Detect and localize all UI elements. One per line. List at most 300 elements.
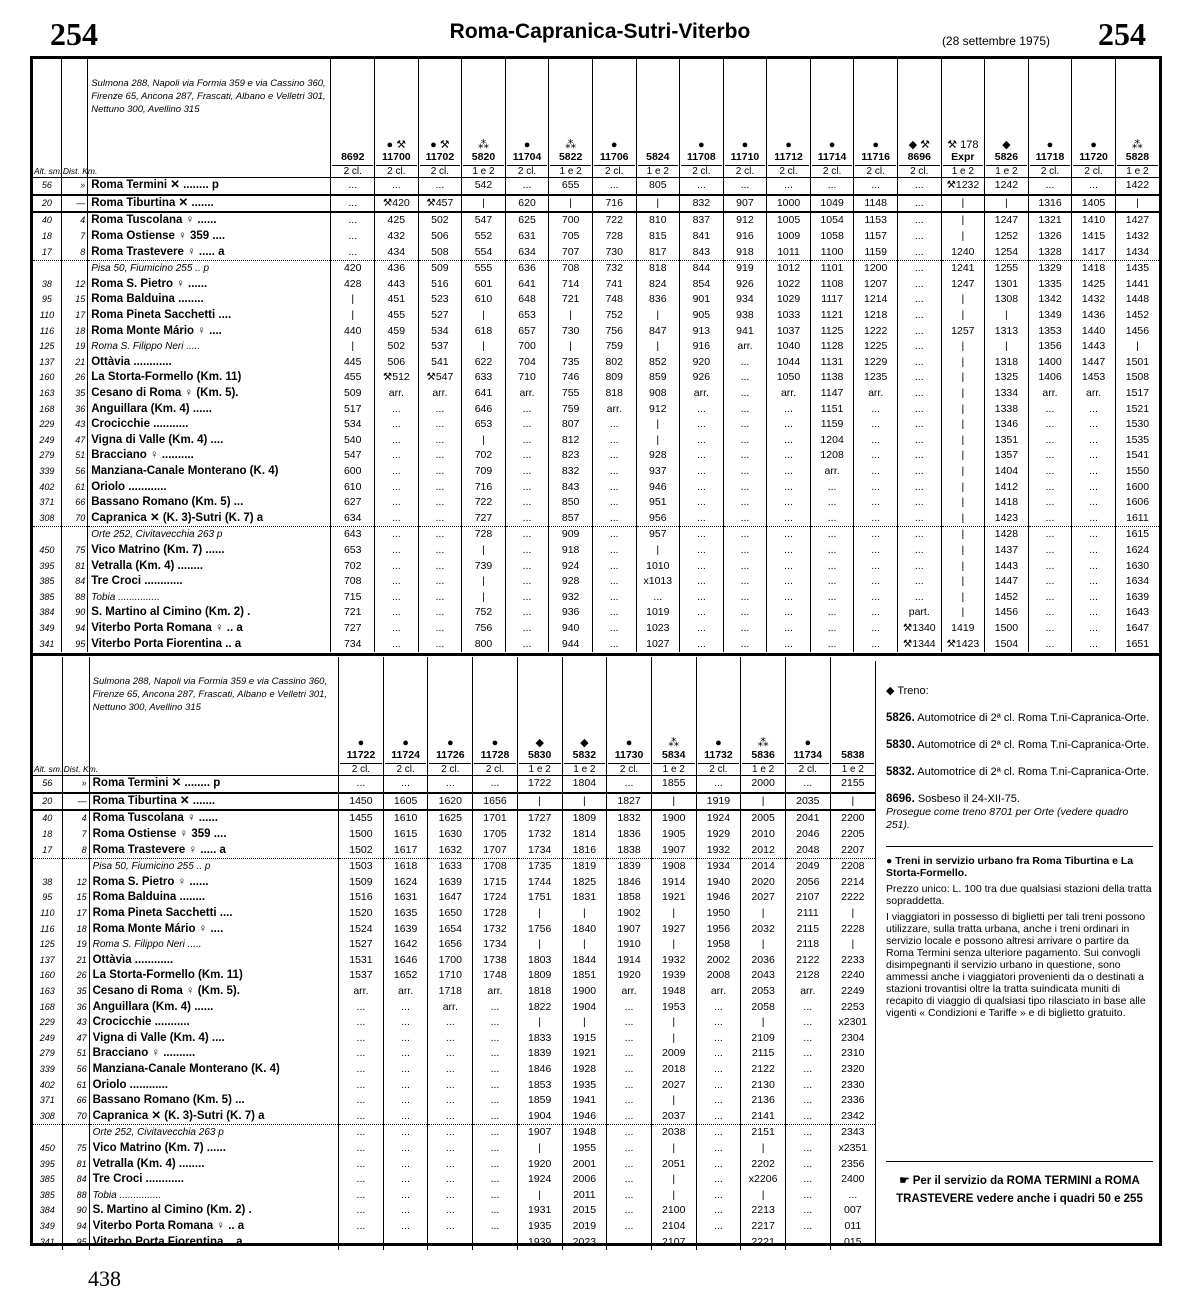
time-cell: 844 xyxy=(680,260,724,276)
time-cell: ... xyxy=(592,479,636,495)
time-cell: 2128 xyxy=(785,968,830,984)
time-cell: 916 xyxy=(680,339,724,355)
time-cell: 2213 xyxy=(741,1203,786,1219)
time-cell: ... xyxy=(505,621,549,637)
time-cell: ... xyxy=(897,355,941,371)
station-row xyxy=(33,308,1159,324)
time-cell: | xyxy=(941,495,985,511)
time-cell: 655 xyxy=(549,178,593,195)
time-cell: 1935 xyxy=(562,1077,607,1093)
time-cell: 502 xyxy=(418,212,462,229)
time-cell: 1610 xyxy=(383,810,428,827)
time-cell: ... xyxy=(1072,527,1116,543)
time-cell: 1833 xyxy=(517,1031,562,1047)
time-cell: 451 xyxy=(375,292,419,308)
time-cell: ... xyxy=(473,1108,518,1124)
time-cell: 1715 xyxy=(473,875,518,891)
train-class: 2 cl. xyxy=(787,763,829,775)
time-cell: 734 xyxy=(331,636,375,652)
station-row xyxy=(33,1172,875,1188)
time-cell: ... xyxy=(1072,178,1116,195)
time-cell: ... xyxy=(696,1108,741,1124)
time-cell: 1502 xyxy=(339,842,384,858)
station-name: Roma Ostiense ♀ 359 .... xyxy=(89,827,338,843)
station-name: Tre Croci ............ xyxy=(89,1172,338,1188)
train-header xyxy=(517,657,562,776)
note-train-number: 5830. xyxy=(886,739,915,751)
station-altitude: 137 xyxy=(39,954,55,965)
station-name: Tre Croci ............ xyxy=(88,574,331,590)
station-row xyxy=(33,212,1159,229)
time-cell: | xyxy=(941,355,985,371)
header-row xyxy=(33,657,875,776)
time-cell: ... xyxy=(696,1187,741,1203)
time-cell: ... xyxy=(723,370,767,386)
time-cell: ... xyxy=(897,448,941,464)
time-cell: ... xyxy=(383,1234,428,1250)
time-cell: 1423 xyxy=(985,510,1029,526)
station-km: 19 xyxy=(62,937,89,953)
time-cell: 1022 xyxy=(767,277,811,293)
time-cell: 1939 xyxy=(651,968,696,984)
time-cell: 007 xyxy=(830,1203,875,1219)
time-cell: ... xyxy=(331,212,375,229)
time-cell: 1436 xyxy=(1072,308,1116,324)
time-cell: | xyxy=(830,793,875,811)
time-cell: 1734 xyxy=(517,842,562,858)
time-cell: 1128 xyxy=(810,339,854,355)
station-km xyxy=(62,1125,89,1141)
station-row xyxy=(33,1077,875,1093)
time-cell: 445 xyxy=(331,355,375,371)
train-number: 11734 xyxy=(793,749,823,761)
time-cell: 2155 xyxy=(830,776,875,793)
time-cell: ... xyxy=(473,1172,518,1188)
time-cell: | xyxy=(1115,339,1159,355)
station-row xyxy=(33,1156,875,1172)
time-cell: 1338 xyxy=(985,401,1029,417)
time-cell: 1632 xyxy=(428,842,473,858)
time-cell: 709 xyxy=(462,464,506,480)
train-class: 2 cl. xyxy=(507,165,548,177)
time-cell: ... xyxy=(473,1141,518,1157)
station-altitude: 341 xyxy=(39,638,55,649)
time-cell: 1732 xyxy=(517,827,562,843)
time-cell: 1328 xyxy=(1028,244,1072,260)
train-number: 11708 xyxy=(687,151,716,163)
train-header xyxy=(592,59,636,178)
time-cell: 1921 xyxy=(651,890,696,906)
station-name: Viterbo Porta Fiorentina .. a xyxy=(88,636,331,652)
time-cell: 1012 xyxy=(767,260,811,276)
train-class: 1 e 2 xyxy=(564,763,606,775)
time-cell: ... xyxy=(418,589,462,605)
time-cell: ... xyxy=(505,178,549,195)
station-row xyxy=(33,984,875,1000)
time-cell: 2008 xyxy=(696,968,741,984)
time-cell: 1520 xyxy=(339,906,384,922)
station-altitude: 249 xyxy=(39,1032,55,1043)
time-cell: ... xyxy=(473,1077,518,1093)
time-cell: ... xyxy=(1028,448,1072,464)
train-class: 1 e 2 xyxy=(986,165,1027,177)
time-cell: | xyxy=(517,1187,562,1203)
station-km: 35 xyxy=(62,984,89,1000)
station-row xyxy=(33,921,875,937)
time-cell: | xyxy=(636,417,680,433)
time-cell: ... xyxy=(375,401,419,417)
station-km: 56 xyxy=(61,464,87,480)
station-name: Roma Pineta Sacchetti .... xyxy=(88,308,331,324)
time-cell: 1948 xyxy=(651,984,696,1000)
station-altitude: 17 xyxy=(41,246,52,257)
time-cell: ... xyxy=(607,1093,652,1109)
station-name: Roma Monte Mário ♀ .... xyxy=(89,921,338,937)
station-altitude: 341 xyxy=(39,1236,55,1247)
time-cell: ... xyxy=(680,433,724,449)
time-cell: 2330 xyxy=(830,1077,875,1093)
time-cell: 800 xyxy=(462,636,506,652)
time-cell: 618 xyxy=(462,323,506,339)
time-cell: ... xyxy=(428,1046,473,1062)
time-cell: | xyxy=(651,1141,696,1157)
time-cell: ... xyxy=(473,1187,518,1203)
note-text: Sosbeso il 24-XII-75. xyxy=(917,793,1020,805)
time-cell: ... xyxy=(810,543,854,559)
time-cell: 1832 xyxy=(607,810,652,827)
time-cell: 1508 xyxy=(1115,370,1159,386)
time-cell: 1537 xyxy=(339,968,384,984)
station-altitude: 279 xyxy=(39,1048,55,1059)
time-cell: | xyxy=(941,433,985,449)
time-cell: 807 xyxy=(549,417,593,433)
time-cell: ... xyxy=(428,1234,473,1250)
time-cell: 836 xyxy=(636,292,680,308)
time-cell: ... xyxy=(854,510,898,526)
time-cell: ... xyxy=(785,1141,830,1157)
time-cell: 1656 xyxy=(428,937,473,953)
station-km: 84 xyxy=(61,574,87,590)
time-cell: 428 xyxy=(331,277,375,293)
time-cell: 832 xyxy=(680,195,724,213)
time-cell: ... xyxy=(767,401,811,417)
time-cell: 759 xyxy=(592,339,636,355)
time-cell: ... xyxy=(383,1172,428,1188)
train-symbol: ⁂ xyxy=(668,737,680,749)
time-cell: 2032 xyxy=(741,921,786,937)
time-cell: | xyxy=(651,1172,696,1188)
time-cell: 1921 xyxy=(562,1046,607,1062)
time-cell: ... xyxy=(607,1234,652,1250)
station-name: Vetralla (Km. 4) ........ xyxy=(88,558,331,574)
time-cell: ... xyxy=(339,1219,384,1235)
train-number: 11724 xyxy=(391,749,420,761)
time-cell: ... xyxy=(607,1141,652,1157)
time-cell: 1948 xyxy=(562,1125,607,1141)
station-km: 61 xyxy=(61,479,87,495)
time-cell: ... xyxy=(1072,605,1116,621)
time-cell: 1600 xyxy=(1115,479,1159,495)
time-cell: 1718 xyxy=(428,984,473,1000)
time-cell: 1447 xyxy=(985,574,1029,590)
station-km: 66 xyxy=(61,495,87,511)
time-cell: 1044 xyxy=(767,355,811,371)
time-cell: 2023 xyxy=(562,1234,607,1250)
time-cell: 516 xyxy=(418,277,462,293)
station-km: » xyxy=(61,178,87,195)
time-cell: 2043 xyxy=(741,968,786,984)
train-symbol: ● xyxy=(491,737,499,749)
time-cell: 812 xyxy=(549,433,593,449)
time-cell: | xyxy=(651,937,696,953)
time-cell: ... xyxy=(418,495,462,511)
train-symbol: ● xyxy=(402,737,409,749)
time-cell: 2342 xyxy=(830,1108,875,1124)
time-cell: 934 xyxy=(723,292,767,308)
see-also-note xyxy=(886,1161,1153,1208)
time-cell: ... xyxy=(1028,605,1072,621)
train-symbol: ⁂ xyxy=(757,737,769,749)
station-altitude: 125 xyxy=(39,939,55,950)
station-altitude xyxy=(33,260,61,276)
time-cell: 1633 xyxy=(428,858,473,874)
time-cell: ... xyxy=(375,417,419,433)
station-altitude: 18 xyxy=(41,231,52,242)
time-cell: 2107 xyxy=(785,890,830,906)
time-cell: ... xyxy=(418,178,462,195)
time-cell: 1839 xyxy=(607,858,652,874)
time-cell: ... xyxy=(428,1219,473,1235)
time-cell: 1934 xyxy=(696,858,741,874)
time-cell: 901 xyxy=(680,292,724,308)
station-row xyxy=(33,244,1159,260)
time-cell: x1013 xyxy=(636,574,680,590)
time-cell: 1825 xyxy=(562,875,607,891)
time-cell: 818 xyxy=(636,260,680,276)
time-cell: ... xyxy=(1072,543,1116,559)
time-cell: 1151 xyxy=(810,401,854,417)
station-name: Bracciano ♀ .......... xyxy=(89,1046,338,1062)
time-cell: 1218 xyxy=(854,308,898,324)
train-number: 5826 xyxy=(994,151,1019,163)
time-cell: 1744 xyxy=(517,875,562,891)
note-text: Automotrice di 2ª cl. Roma T.ni-Capranica-Orte. xyxy=(917,739,1150,751)
time-cell: 759 xyxy=(549,401,593,417)
time-cell: ... xyxy=(331,244,375,260)
station-altitude xyxy=(33,1125,62,1141)
time-cell: 1443 xyxy=(985,558,1029,574)
time-cell: ... xyxy=(428,1141,473,1157)
time-cell: 1624 xyxy=(1115,543,1159,559)
train-number: 5838 xyxy=(841,749,865,761)
station-row xyxy=(33,401,1159,417)
time-cell: ... xyxy=(607,1187,652,1203)
time-cell: | xyxy=(549,339,593,355)
time-cell: 2310 xyxy=(830,1046,875,1062)
time-cell: ... xyxy=(383,999,428,1015)
time-cell: ... xyxy=(696,1172,741,1188)
station-row xyxy=(33,195,1159,213)
time-cell: 1931 xyxy=(517,1203,562,1219)
time-cell: ... xyxy=(680,605,724,621)
time-cell: 1840 xyxy=(562,921,607,937)
time-cell: ... xyxy=(607,1046,652,1062)
time-cell: ... xyxy=(375,527,419,543)
time-cell: ... xyxy=(607,999,652,1015)
time-cell: 1334 xyxy=(985,386,1029,402)
station-row xyxy=(33,858,875,874)
time-cell: ... xyxy=(607,1219,652,1235)
time-cell: 547 xyxy=(331,448,375,464)
time-cell: 1958 xyxy=(696,937,741,953)
train-symbol: ⁂ xyxy=(477,139,489,151)
time-cell: ... xyxy=(897,277,941,293)
time-cell: 2200 xyxy=(830,810,875,827)
time-cell: ... xyxy=(383,776,428,793)
time-cell: | xyxy=(636,543,680,559)
time-cell: ... xyxy=(723,417,767,433)
train-header xyxy=(636,59,680,178)
time-cell: 1605 xyxy=(383,793,428,811)
time-cell: | xyxy=(741,937,786,953)
station-row xyxy=(33,793,875,811)
time-cell: 727 xyxy=(462,510,506,526)
time-cell: 2001 xyxy=(562,1156,607,1172)
time-cell: | xyxy=(1115,195,1159,213)
time-cell: 1225 xyxy=(854,339,898,355)
time-cell: 436 xyxy=(375,260,419,276)
time-cell: 1247 xyxy=(985,212,1029,229)
time-cell: ... xyxy=(854,574,898,590)
train-header xyxy=(462,59,506,178)
time-cell: ... xyxy=(810,589,854,605)
time-cell: 610 xyxy=(331,479,375,495)
hand-pointer-icon: ☛ xyxy=(899,1175,913,1187)
time-cell: 1907 xyxy=(607,921,652,937)
time-cell: 2100 xyxy=(651,1203,696,1219)
time-cell: 1159 xyxy=(854,244,898,260)
time-cell: ... xyxy=(607,1015,652,1031)
station-altitude: 40 xyxy=(33,810,62,827)
time-cell: ... xyxy=(428,1062,473,1078)
train-symbol: ⁂ xyxy=(1131,139,1143,151)
station-name: Ottàvia ............ xyxy=(88,355,331,371)
time-cell: ... xyxy=(854,605,898,621)
station-altitude: 168 xyxy=(39,1001,55,1012)
time-cell: 625 xyxy=(505,212,549,229)
time-cell: 1530 xyxy=(1115,417,1159,433)
time-cell: ... xyxy=(592,495,636,511)
train-header xyxy=(985,59,1029,178)
time-cell: 1650 xyxy=(428,906,473,922)
time-cell: | xyxy=(741,1015,786,1031)
station-km: 15 xyxy=(62,890,89,906)
train-class: 2 cl. xyxy=(1073,165,1114,177)
time-cell: 1009 xyxy=(767,229,811,245)
time-cell: | xyxy=(517,1015,562,1031)
time-cell: 1254 xyxy=(985,244,1029,260)
time-cell: 1435 xyxy=(1115,260,1159,276)
station-km: 8 xyxy=(62,842,89,858)
time-cell: 850 xyxy=(549,495,593,511)
time-cell: 1440 xyxy=(1072,323,1116,339)
time-cell: 506 xyxy=(375,355,419,371)
time-cell: 2233 xyxy=(830,953,875,969)
time-cell: 854 xyxy=(680,277,724,293)
time-cell: ... xyxy=(505,417,549,433)
train-header xyxy=(767,59,811,178)
station-km: 17 xyxy=(61,308,87,324)
time-cell: ... xyxy=(854,448,898,464)
time-cell: 1301 xyxy=(985,277,1029,293)
time-cell: ⚒512 xyxy=(375,370,419,386)
train-number: 11716 xyxy=(861,151,890,163)
time-cell: 708 xyxy=(549,260,593,276)
time-cell: ... xyxy=(607,1062,652,1078)
station-km: 61 xyxy=(62,1077,89,1093)
time-cell: ... xyxy=(331,178,375,195)
time-cell: 2014 xyxy=(741,858,786,874)
time-cell: arr. xyxy=(607,984,652,1000)
station-name: Vetralla (Km. 4) ........ xyxy=(89,1156,338,1172)
time-cell: ... xyxy=(680,589,724,605)
time-cell: ... xyxy=(473,1093,518,1109)
time-cell: 2205 xyxy=(830,827,875,843)
time-cell: ... xyxy=(592,621,636,637)
time-cell: 1940 xyxy=(696,875,741,891)
time-cell: ... xyxy=(723,527,767,543)
time-cell: 1900 xyxy=(562,984,607,1000)
time-cell: | xyxy=(517,906,562,922)
time-cell: ... xyxy=(680,178,724,195)
time-cell: ... xyxy=(505,433,549,449)
station-altitude: 385 xyxy=(39,1189,55,1200)
time-cell: | xyxy=(517,793,562,811)
time-cell: 1705 xyxy=(473,827,518,843)
time-cell: 2009 xyxy=(651,1046,696,1062)
time-cell: ... xyxy=(767,178,811,195)
time-cell: 552 xyxy=(462,229,506,245)
time-cell: 1138 xyxy=(810,370,854,386)
time-cell: 540 xyxy=(331,433,375,449)
notes-panel xyxy=(875,661,1161,1243)
time-cell: 809 xyxy=(592,370,636,386)
station-row xyxy=(33,827,875,843)
station-name: Capranica ✕ (K. 3)-Sutri (K. 7) a xyxy=(88,510,331,526)
time-cell: 926 xyxy=(680,370,724,386)
time-cell: 1935 xyxy=(517,1219,562,1235)
time-cell: ... xyxy=(339,1125,384,1141)
time-cell: 746 xyxy=(549,370,593,386)
station-km: 47 xyxy=(61,433,87,449)
station-name: Pisa 50, Fiumicino 255 .. p xyxy=(89,858,338,874)
station-row xyxy=(33,810,875,827)
time-cell: 832 xyxy=(549,464,593,480)
time-cell: 508 xyxy=(418,244,462,260)
time-cell: 440 xyxy=(331,323,375,339)
time-cell: 1252 xyxy=(985,229,1029,245)
time-cell: ... xyxy=(854,464,898,480)
time-cell: ... xyxy=(897,339,941,355)
train-symbol: ● xyxy=(785,139,792,151)
time-cell: 721 xyxy=(331,605,375,621)
station-name: Bracciano ♀ .......... xyxy=(88,448,331,464)
time-cell: 2041 xyxy=(785,810,830,827)
time-cell: ... xyxy=(607,776,652,793)
time-cell: ... xyxy=(1072,621,1116,637)
time-cell: ... xyxy=(339,1077,384,1093)
time-cell: 2018 xyxy=(651,1062,696,1078)
